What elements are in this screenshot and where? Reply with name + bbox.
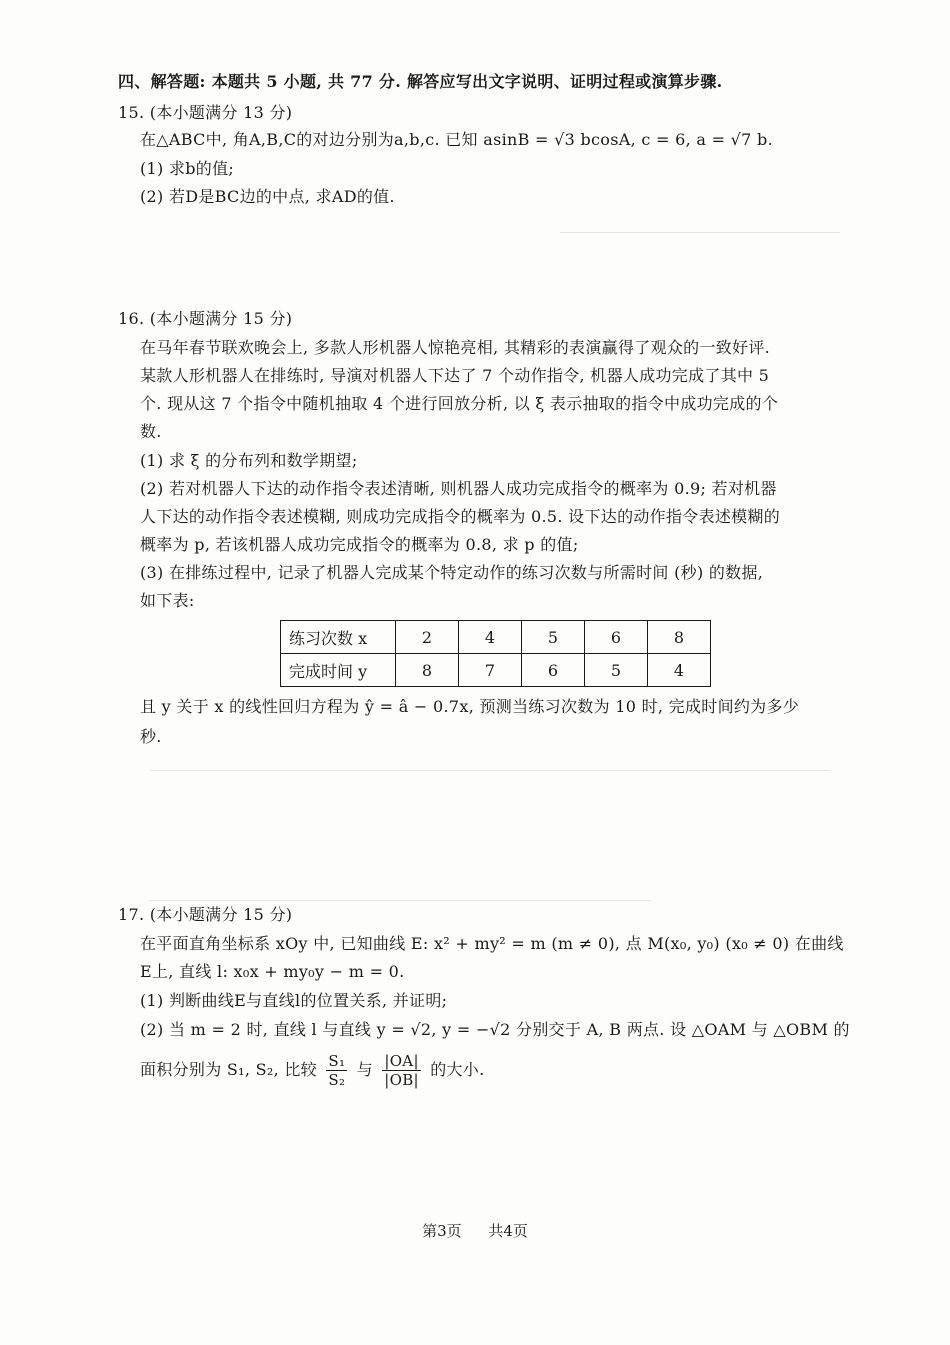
table-cell: 6: [522, 654, 585, 687]
q15-part2: (2) 若D是BC边的中点, 求AD的值.: [140, 187, 395, 206]
table-cell: 6: [585, 621, 648, 654]
q17-stem-line: 在平面直角坐标系 xOy 中, 已知曲线 E: x² + my² = m (m ≠ 0), 点 M(x₀, y₀) (x₀ ≠ 0) 在曲线: [140, 934, 844, 953]
bleed-through-line: [150, 770, 830, 771]
q17-stem-line: E上, 直线 l: x₀x + my₀y − m = 0.: [140, 962, 405, 981]
table-row-label: 练习次数 x: [281, 621, 396, 654]
q16-part2-line: (2) 若对机器人下达的动作指令表述清晰, 则机器人成功完成指令的概率为 0.9; 若对机器: [140, 479, 777, 498]
table-row: [281, 654, 711, 687]
q17-part2-text: 的大小.: [430, 1060, 485, 1079]
practice-data-table: [280, 620, 711, 687]
q16-part3-line: 如下表:: [140, 591, 195, 610]
q17-part2-line: (2) 当 m = 2 时, 直线 l 与直线 y = √2, y = −√2 分别交于 A, B 两点. 设 △OAM 与 △OBM 的: [140, 1020, 850, 1039]
table-row: [281, 621, 711, 654]
q15-stem: 在△ABC中, 角A,B,C的对边分别为a,b,c. 已知 asinB = √3 bcosA, c = 6, a = √7 b.: [140, 130, 773, 149]
q16-part2-line: 人下达的动作指令表述模糊, 则成功完成指令的概率为 0.5. 设下达的动作指令表述模糊的: [140, 507, 781, 526]
table-row-label: 完成时间 y: [281, 654, 396, 687]
table-cell: 5: [522, 621, 585, 654]
bleed-through-line: [560, 232, 840, 233]
q15-part1: (1) 求b的值;: [140, 159, 235, 178]
q17-part2-text: 与: [356, 1060, 373, 1079]
q16-part2-line: 概率为 p, 若该机器人成功完成指令的概率为 0.8, 求 p 的值;: [140, 535, 579, 554]
q16-part3-question: 且 y 关于 x 的线性回归方程为 ŷ = â − 0.7x, 预测当练习次数为 10 时, 完成时间约为多少: [140, 697, 800, 716]
table-cell: 7: [459, 654, 522, 687]
q16-part3-line: (3) 在排练过程中, 记录了机器人完成某个特定动作的练习次数与所需时间 (秒) 的数据,: [140, 563, 764, 582]
table-cell: 8: [648, 621, 711, 654]
table-cell: 5: [585, 654, 648, 687]
section-header: 四、解答题: 本题共 5 小题, 共 77 分. 解答应写出文字说明、证明过程或演算步骤.: [118, 72, 723, 91]
page-footer: 第3页 共4页: [422, 1222, 528, 1240]
q16-part3-question: 秒.: [140, 727, 162, 746]
fraction-numerator: S₁: [328, 1052, 346, 1070]
q17-title: 17. (本小题满分 15 分): [118, 905, 293, 924]
fraction-s1-s2: [326, 1052, 347, 1089]
q17-part2-text: 面积分别为 S₁, S₂, 比较: [140, 1060, 317, 1079]
fraction-denominator: |OB|: [384, 1071, 419, 1089]
q16-intro-line: 个. 现从这 7 个指令中随机抽取 4 个进行回放分析, 以 ξ 表示抽取的指令中成功完成的个: [140, 394, 779, 413]
fraction-oa-ob: [382, 1052, 420, 1089]
fraction-numerator: |OA|: [384, 1052, 419, 1070]
table-cell: 4: [459, 621, 522, 654]
table-cell: 4: [648, 654, 711, 687]
q16-title: 16. (本小题满分 15 分): [118, 309, 293, 328]
q17-part1: (1) 判断曲线E与直线l的位置关系, 并证明;: [140, 991, 448, 1010]
q16-intro-line: 某款人形机器人在排练时, 导演对机器人下达了 7 个动作指令, 机器人成功完成了其中 5: [140, 366, 770, 385]
table-cell: 2: [396, 621, 459, 654]
bleed-through-line: [150, 900, 650, 901]
table-cell: 8: [396, 654, 459, 687]
q16-part1: (1) 求 ξ 的分布列和数学期望;: [140, 451, 358, 470]
fraction-denominator: S₂: [328, 1071, 346, 1089]
q17-part2-compare-line: [140, 1048, 484, 1092]
q16-intro-line: 在马年春节联欢晚会上, 多款人形机器人惊艳亮相, 其精彩的表演赢得了观众的一致好评.: [140, 338, 771, 357]
q16-intro-line: 数.: [140, 422, 162, 441]
q15-title: 15. (本小题满分 13 分): [118, 103, 293, 122]
